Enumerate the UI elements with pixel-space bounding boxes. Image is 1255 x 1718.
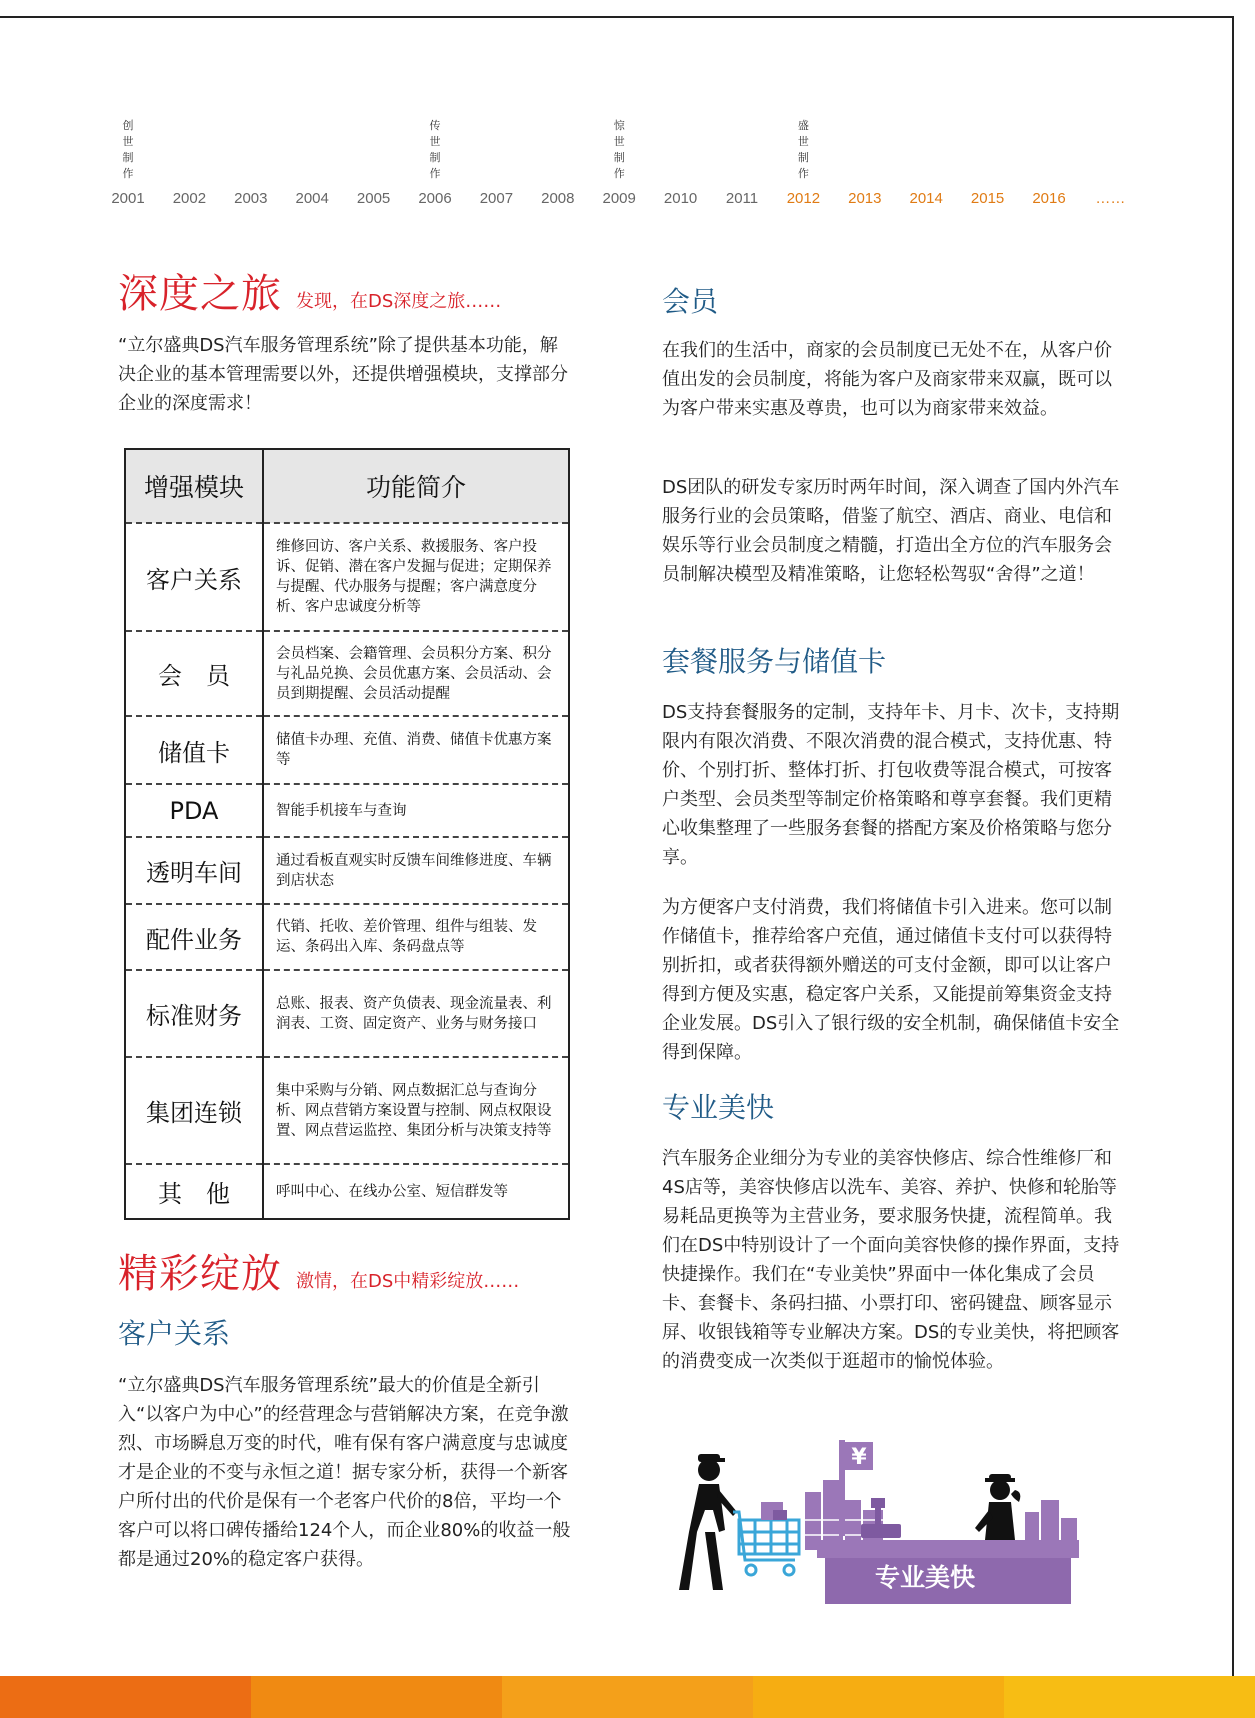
table-row xyxy=(125,970,569,1057)
depth-heading xyxy=(118,262,501,319)
depth-title: 深度之旅 xyxy=(118,271,282,317)
timeline-note: 盛世制作 xyxy=(797,119,809,180)
timeline-year: 2016 xyxy=(1032,190,1066,207)
bottom-color-band xyxy=(0,1676,1255,1718)
timeline-year: 2005 xyxy=(356,190,391,207)
timeline-year: 2013 xyxy=(848,190,882,207)
member-p2: DS团队的研发专家历时两年时间，深入调查了国内外汽车服务行业的会员策略，借鉴了航空、酒店、商业、电信和娱乐等行业会员制度之精髓，打造出全方位的汽车服务会员制解决模型及精准策略，让您轻松驾驭“舍得”之道！ xyxy=(662,477,1120,585)
timeline-note: 传世制作 xyxy=(429,119,441,180)
crm-text: “立尔盛典DS汽车服务管理系统”最大的价值是全新引入“以客户为中心”的经营理念与营销解决方案，在竞争激烈、市场瞬息万变的时代，唯有保有客户满意度与忠诚度才是企业的不变与永恒之道！据专家分析，获得一个新客户所付出的代价是保有一个老客户代价的8倍，平均一个客户可以将口碑传播给124个人，而企业80%的收益一般都是通过20%的稳定客户获得。 xyxy=(118,1375,571,1570)
frame-top-line xyxy=(0,16,1233,18)
timeline-year: 2004 xyxy=(295,190,329,207)
timeline-year: 2011 xyxy=(725,190,759,207)
header-module: 增强模块 xyxy=(125,449,263,523)
timeline-note: 创世制作 xyxy=(122,119,134,180)
table-header-row xyxy=(125,449,569,523)
timeline-year: 2007 xyxy=(479,190,514,207)
feature-table xyxy=(124,448,570,1220)
timeline-year: 2003 xyxy=(234,190,268,207)
package-p2: 为方便客户支付消费，我们将储值卡引入进来。您可以制作储值卡，推荐给客户充值，通过储值卡支付可以获得特别折扣，或者获得额外赠送的可支付金额，即可以让客户得到方便及实惠，稳定客户关系，又能提前筹集资金支持企业发展。DS引入了银行级的安全机制，确保储值卡安全得到保障。 xyxy=(662,897,1120,1063)
module-name: 透明车间 xyxy=(125,837,263,904)
band-segment xyxy=(502,1676,753,1718)
module-desc: 集中采购与分销、网点数据汇总与查询分析、网点营销方案设置与控制、网点权限设置、网点营运监控、集团分析与决策支持等 xyxy=(263,1057,569,1164)
timeline-year: 2008 xyxy=(541,190,575,207)
module-desc: 通过看板直观实时反馈车间维修进度、车辆到店状态 xyxy=(263,837,569,904)
module-name: 集团连锁 xyxy=(125,1057,263,1164)
table-row xyxy=(125,523,569,631)
module-desc: 代销、托收、差价管理、组件与组装、发运、条码出入库、条码盘点等 xyxy=(263,904,569,970)
timeline-year: 2001 xyxy=(111,190,145,207)
module-name: 客户关系 xyxy=(125,523,263,631)
bloom-heading xyxy=(118,1242,519,1299)
sign-pole xyxy=(839,1440,845,1536)
express-illustration xyxy=(675,1440,1105,1610)
counter-top xyxy=(817,1540,1079,1558)
package-p1: DS支持套餐服务的定制，支持年卡、月卡、次卡，支持期限内有限次消费、不限次消费的混合模式，支持优惠、特价、个别打折、整体打折、打包收费等混合模式，可按客户类型、会员类型等制定价格策略和尊享套餐。我们更精心收集整理了一些服务套餐的搭配方案及价格策略与您分享。 xyxy=(662,702,1120,868)
timeline-year: 2002 xyxy=(172,190,207,207)
table-row xyxy=(125,904,569,970)
depth-intro: “立尔盛典DS汽车服务管理系统”除了提供基本功能，解决企业的基本管理需要以外，还提供增强模块，支撑部分企业的深度需求！ xyxy=(118,335,568,414)
back-products xyxy=(1025,1500,1077,1540)
table-row xyxy=(125,716,569,784)
module-desc: 呼叫中心、在线办公室、短信群发等 xyxy=(276,1183,508,1200)
express-title: 专业美快 xyxy=(662,1091,775,1124)
module-name: 其 他 xyxy=(125,1164,263,1219)
timeline-note: 惊世制作 xyxy=(613,119,625,180)
band-segment xyxy=(1004,1676,1255,1718)
table-row xyxy=(125,784,569,837)
bloom-title: 精彩绽放 xyxy=(118,1251,282,1297)
band-segment xyxy=(0,1676,251,1718)
shopping-cart-icon xyxy=(733,1512,799,1575)
module-name: 储值卡 xyxy=(125,716,263,784)
depth-subtitle: 发现，在DS深度之旅…… xyxy=(296,291,502,312)
express-p: 汽车服务企业细分为专业的美容快修店、综合性维修厂和4S店等，美容快修店以洗车、美容、养护、快修和轮胎等易耗品更换等为主营业务，要求服务快捷，流程简单。我们在DS中特别设计了一个面向美容快修的操作界面，支持快捷操作。我们在“专业美快”界面中一体化集成了会员卡、套餐卡、条码扫描、小票打印、密码键盘、顾客显示屏、收银钱箱等专业解决方案。DS的专业美快，将把顾客的消费变成一次类似于逛超市的愉悦体验。 xyxy=(662,1148,1120,1372)
package-title: 套餐服务与储值卡 xyxy=(662,645,887,678)
table-row xyxy=(125,631,569,716)
module-desc: 维修回访、客户关系、救援服务、客户投诉、促销、潜在客户发掘与促进；定期保养与提醒、代办服务与提醒；客户满意度分析、客户忠诚度分析等 xyxy=(263,523,569,631)
band-segment xyxy=(251,1676,502,1718)
bloom-subtitle: 激情，在DS中精彩绽放…… xyxy=(296,1271,520,1292)
timeline-year: 2006 xyxy=(418,190,452,207)
cashier-figure xyxy=(975,1474,1020,1540)
timeline-year: 2009 xyxy=(602,190,636,207)
module-name: 标准财务 xyxy=(125,970,263,1057)
module-desc: 会员档案、会籍管理、会员积分方案、积分与礼品兑换、会员优惠方案、会员活动、会员到期提醒、会员活动提醒 xyxy=(263,631,569,716)
module-desc: 总账、报表、资产负债表、现金流量表、利润表、工资、固定资产、业务与财务接口 xyxy=(263,970,569,1057)
frame-right-line xyxy=(1232,16,1234,1688)
express-label: 专业美快 xyxy=(874,1563,975,1592)
table-row xyxy=(125,1164,569,1219)
header-desc: 功能简介 xyxy=(263,449,569,523)
timeline-year: 2010 xyxy=(663,190,698,207)
timeline-year: 2012 xyxy=(786,190,821,207)
band-segment xyxy=(753,1676,1004,1718)
module-name: 会 员 xyxy=(125,631,263,716)
member-title: 会员 xyxy=(662,285,719,318)
module-desc: 储值卡办理、充值、消费、储值卡优惠方案等 xyxy=(263,716,569,784)
yen-symbol: ¥ xyxy=(851,1445,867,1470)
table-row xyxy=(125,837,569,904)
member-p1: 在我们的生活中，商家的会员制度已无处不在，从客户价值出发的会员制度，将能为客户及商家带来双赢，既可以为客户带来实惠及尊贵，也可以为商家带来效益。 xyxy=(662,340,1112,419)
module-name: 配件业务 xyxy=(125,904,263,970)
cart-box-small xyxy=(773,1510,787,1520)
crm-title: 客户关系 xyxy=(118,1317,231,1350)
table-row xyxy=(125,1057,569,1164)
module-desc: 智能手机接车与查询 xyxy=(263,784,569,837)
module-name: PDA xyxy=(125,784,263,837)
customer-figure xyxy=(679,1454,737,1590)
timeline-year: 2015 xyxy=(970,190,1005,207)
timeline-year: 2014 xyxy=(909,190,943,207)
timeline-year: …… xyxy=(1095,190,1126,207)
